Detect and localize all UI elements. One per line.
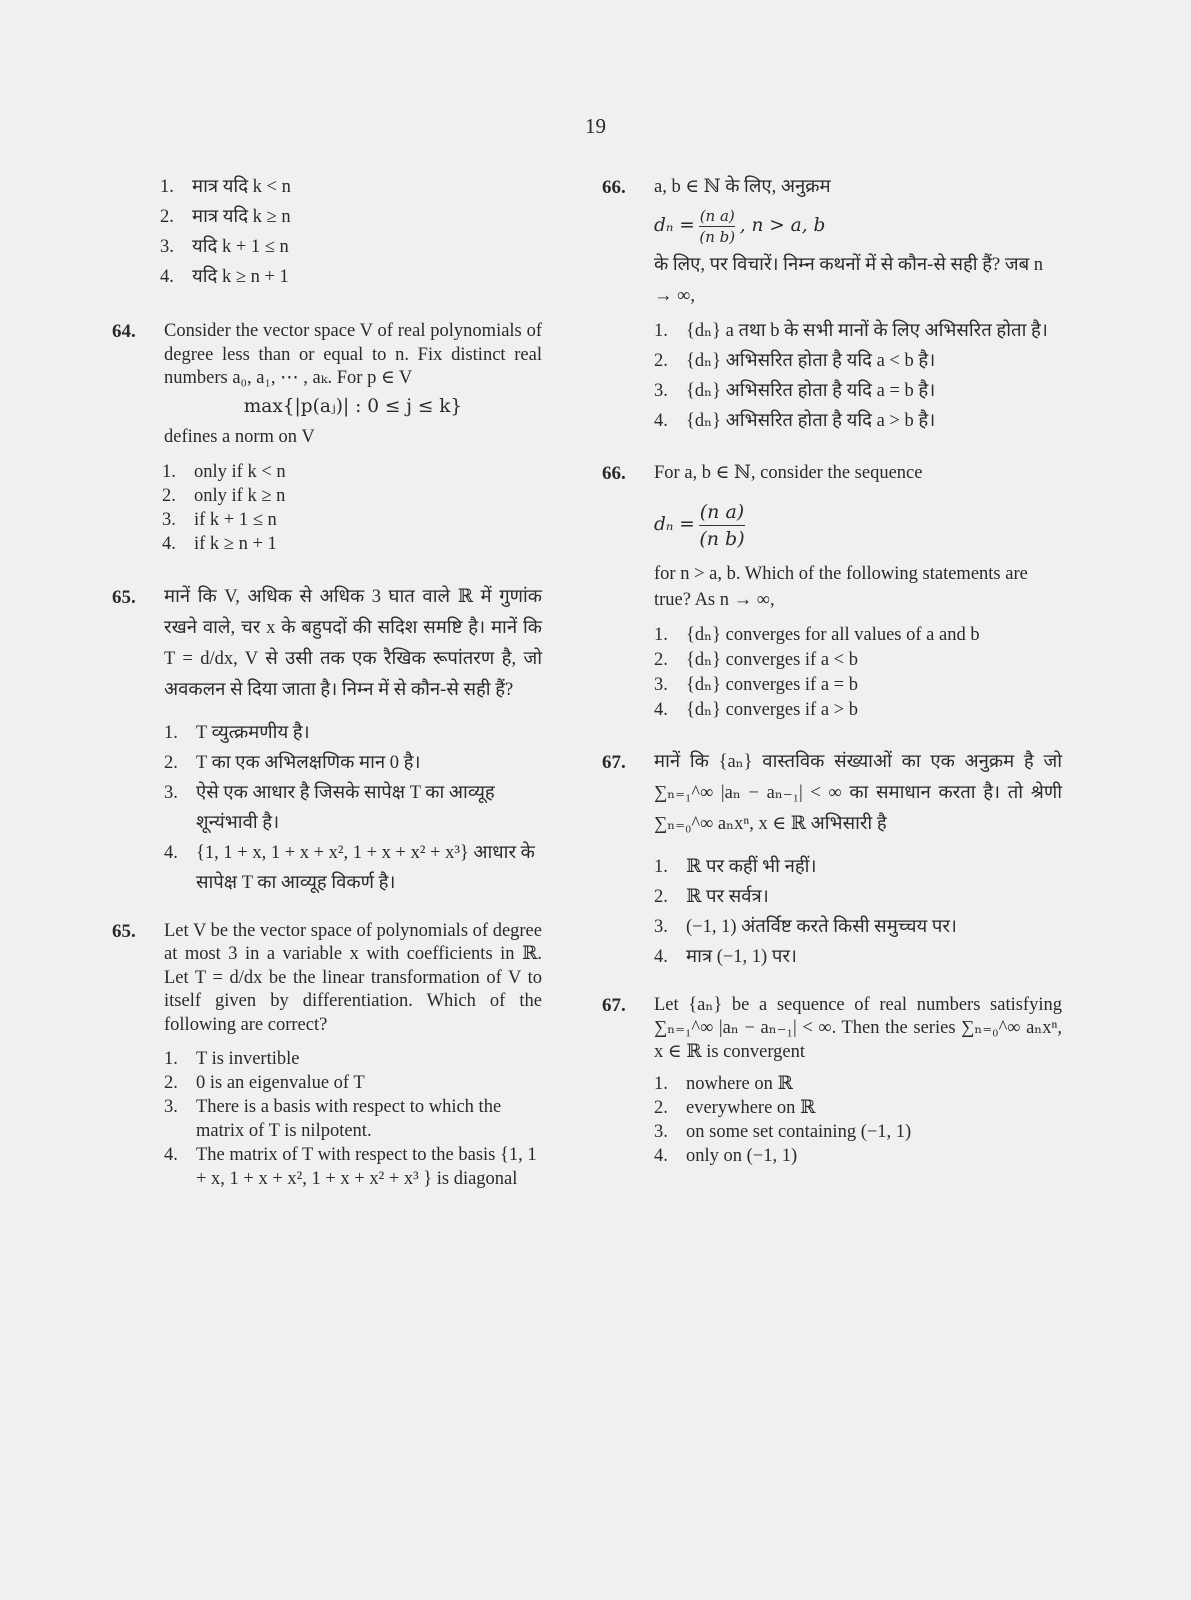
option-item: 2. only if k ≥ n — [162, 485, 286, 506]
option-item: 3. {dₙ} converges if a = b — [654, 674, 858, 695]
option-item: 1. T व्युत्क्रमणीय है। — [164, 722, 310, 743]
question-stem: a, b ∈ ℕ के लिए, अनुक्रम — [654, 177, 831, 197]
q63-hindi-options — [160, 172, 542, 292]
option-item: 4. यदि k ≥ n + 1 — [160, 267, 289, 287]
question-65-english — [112, 920, 542, 1192]
question-options — [164, 1047, 542, 1191]
page-number: 19 — [585, 114, 606, 138]
option-item: 3. ऐसे एक आधार है जिसके सापेक्ष T का आव्यूह शून्यंभावी है। — [164, 782, 495, 833]
option-item: 2. 0 is an eigenvalue of T — [164, 1073, 365, 1093]
option-item: 4. {dₙ} अभिसरित होता है यदि a > b है। — [654, 411, 936, 431]
option-item: 1. ℝ पर कहीं भी नहीं। — [654, 856, 817, 877]
question-options — [654, 316, 1062, 436]
option-item: 3. There is a basis with respect to which the matrix of T is nilpotent. — [164, 1097, 502, 1141]
question-number: 64. — [112, 321, 136, 342]
option-item: 3. (−1, 1) अंतर्विष्ट करते किसी समुच्चय पर। — [654, 916, 957, 937]
question-stem-continued: के लिए, पर विचारें। निम्न कथनों में से कौन-से सही हैं? जब n → ∞, — [654, 255, 1044, 306]
option-item: 1. nowhere on ℝ — [654, 1074, 793, 1094]
option-item: 3. {dₙ} अभिसरित होता है यदि a = b है। — [654, 381, 936, 401]
question-options — [164, 718, 542, 898]
option-item: 2. {dₙ} converges if a < b — [654, 649, 858, 670]
option-item: 4. The matrix of T with respect to the basis {1, 1 + x, 1 + x + x², 1 + x + x² + x³ } is diagonal — [164, 1145, 537, 1189]
question-66-english — [602, 462, 1062, 723]
option-item: 1. only if k < n — [162, 461, 286, 482]
option-item: 4. {dₙ} converges if a > b — [654, 699, 858, 720]
question-stem-continued: for n > a, b. Which of the following statements are true? As n → ∞, — [654, 563, 1028, 610]
question-options — [654, 1072, 1062, 1168]
question-options — [162, 460, 542, 556]
question-67-english — [602, 994, 1062, 1169]
option-item: 4. if k ≥ n + 1 — [162, 533, 277, 554]
sequence-formula: dₙ = $\frac{\text{(n a)}}{\text{(n b)}}$ , n > a, b — [654, 207, 826, 246]
question-stem: मानें कि V, अधिक से अधिक 3 घात वाले ℝ में गुणांक रखने वाले, चर x के बहुपदों की सदिश समष्टि है। मानें कि T = d/dx, V से उसी तक एक रैखिक रूपांतरण है, जो अवकलन से दिया जाता है। निम्न में से कौन-से सही हैं? — [164, 586, 542, 700]
option-item: 2. {dₙ} अभिसरित होता है यदि a < b है। — [654, 351, 936, 371]
question-stem: Let {aₙ} be a sequence of real numbers satisfying ∑ₙ₌₁^∞ |aₙ − aₙ₋₁| < ∞. Then the series ∑ₙ₌₀^∞ aₙxⁿ, x ∈ ℝ is convergent — [654, 994, 1062, 1062]
question-number: 67. — [602, 751, 626, 773]
question-stem: For a, b ∈ ℕ, consider the sequence — [654, 463, 923, 483]
question-stem: Let V be the vector space of polynomials of degree at most 3 in a variable x with coefficients in ℝ. Let T = d/dx be the linear transformation of V to itself given by differentiation. Which of the following are correct? — [164, 920, 542, 1035]
question-number: 65. — [112, 920, 136, 942]
question-66-hindi — [602, 172, 1062, 436]
left-column — [112, 172, 542, 1191]
option-item: 1. {dₙ} a तथा b के सभी मानों के लिए अभिसरित होता है। — [654, 321, 1048, 341]
option-item: 3. if k + 1 ≤ n — [162, 509, 277, 530]
option-item: 4. {1, 1 + x, 1 + x + x², 1 + x + x² + x³} आधार के सापेक्ष T का आव्यूह विकर्ण है। — [164, 842, 535, 893]
question-67-hindi — [602, 747, 1062, 972]
question-65-hindi — [112, 582, 542, 898]
question-options — [654, 852, 1062, 972]
binomial-fraction: $\frac{\text{(n a)}}{\text{(n b)}}$ — [699, 207, 736, 246]
question-64-english — [112, 320, 542, 556]
question-stem: मानें कि {aₙ} वास्तविक संख्याओं का एक अनुक्रम है जो ∑ₙ₌₁^∞ |aₙ − aₙ₋₁| < ∞ का समाधान करता है। तो श्रेणी ∑ₙ₌₀^∞ aₙxⁿ, x ∈ ℝ अभिसारी है — [654, 751, 1062, 834]
option-item: 2. ℝ पर सर्वत्र। — [654, 886, 769, 907]
option-item: 2. T का एक अभिलक्षणिक मान 0 है। — [164, 752, 421, 773]
question-number: 67. — [602, 994, 626, 1016]
option-item: 2. everywhere on ℝ — [654, 1098, 816, 1118]
right-column — [602, 172, 1062, 1168]
option-item: 1. {dₙ} converges for all values of a and b — [654, 624, 980, 645]
option-item: 4. only on (−1, 1) — [654, 1146, 798, 1166]
option-item: 4. मात्र (−1, 1) पर। — [654, 946, 797, 967]
option-item: 3. on some set containing (−1, 1) — [654, 1122, 912, 1142]
option-item: 1. T is invertible — [164, 1049, 300, 1069]
question-number: 65. — [112, 586, 136, 608]
sequence-formula: dₙ = $\frac{\text{(n a)}}{\text{(n b)}}$ — [654, 500, 745, 550]
question-options — [654, 623, 1062, 723]
option-item: 2. मात्र यदि k ≥ n — [160, 207, 291, 227]
option-item: 3. यदि k + 1 ≤ n — [160, 237, 289, 257]
question-stem: Consider the vector space V of real polynomials of degree less than or equal to n. Fix distinct real numbers a₀, a₁, ⋯ , aₖ. For p ∈ V — [164, 321, 542, 388]
question-number: 66. — [602, 177, 626, 198]
question-stem-tail: defines a norm on V — [164, 427, 315, 447]
option-item: 1. मात्र यदि k < n — [160, 177, 291, 197]
norm-formula: max{|p(aⱼ)| : 0 ≤ j ≤ k} — [243, 395, 463, 417]
binomial-fraction: $\frac{\text{(n a)}}{\text{(n b)}}$ — [699, 500, 745, 550]
question-number: 66. — [602, 463, 626, 484]
